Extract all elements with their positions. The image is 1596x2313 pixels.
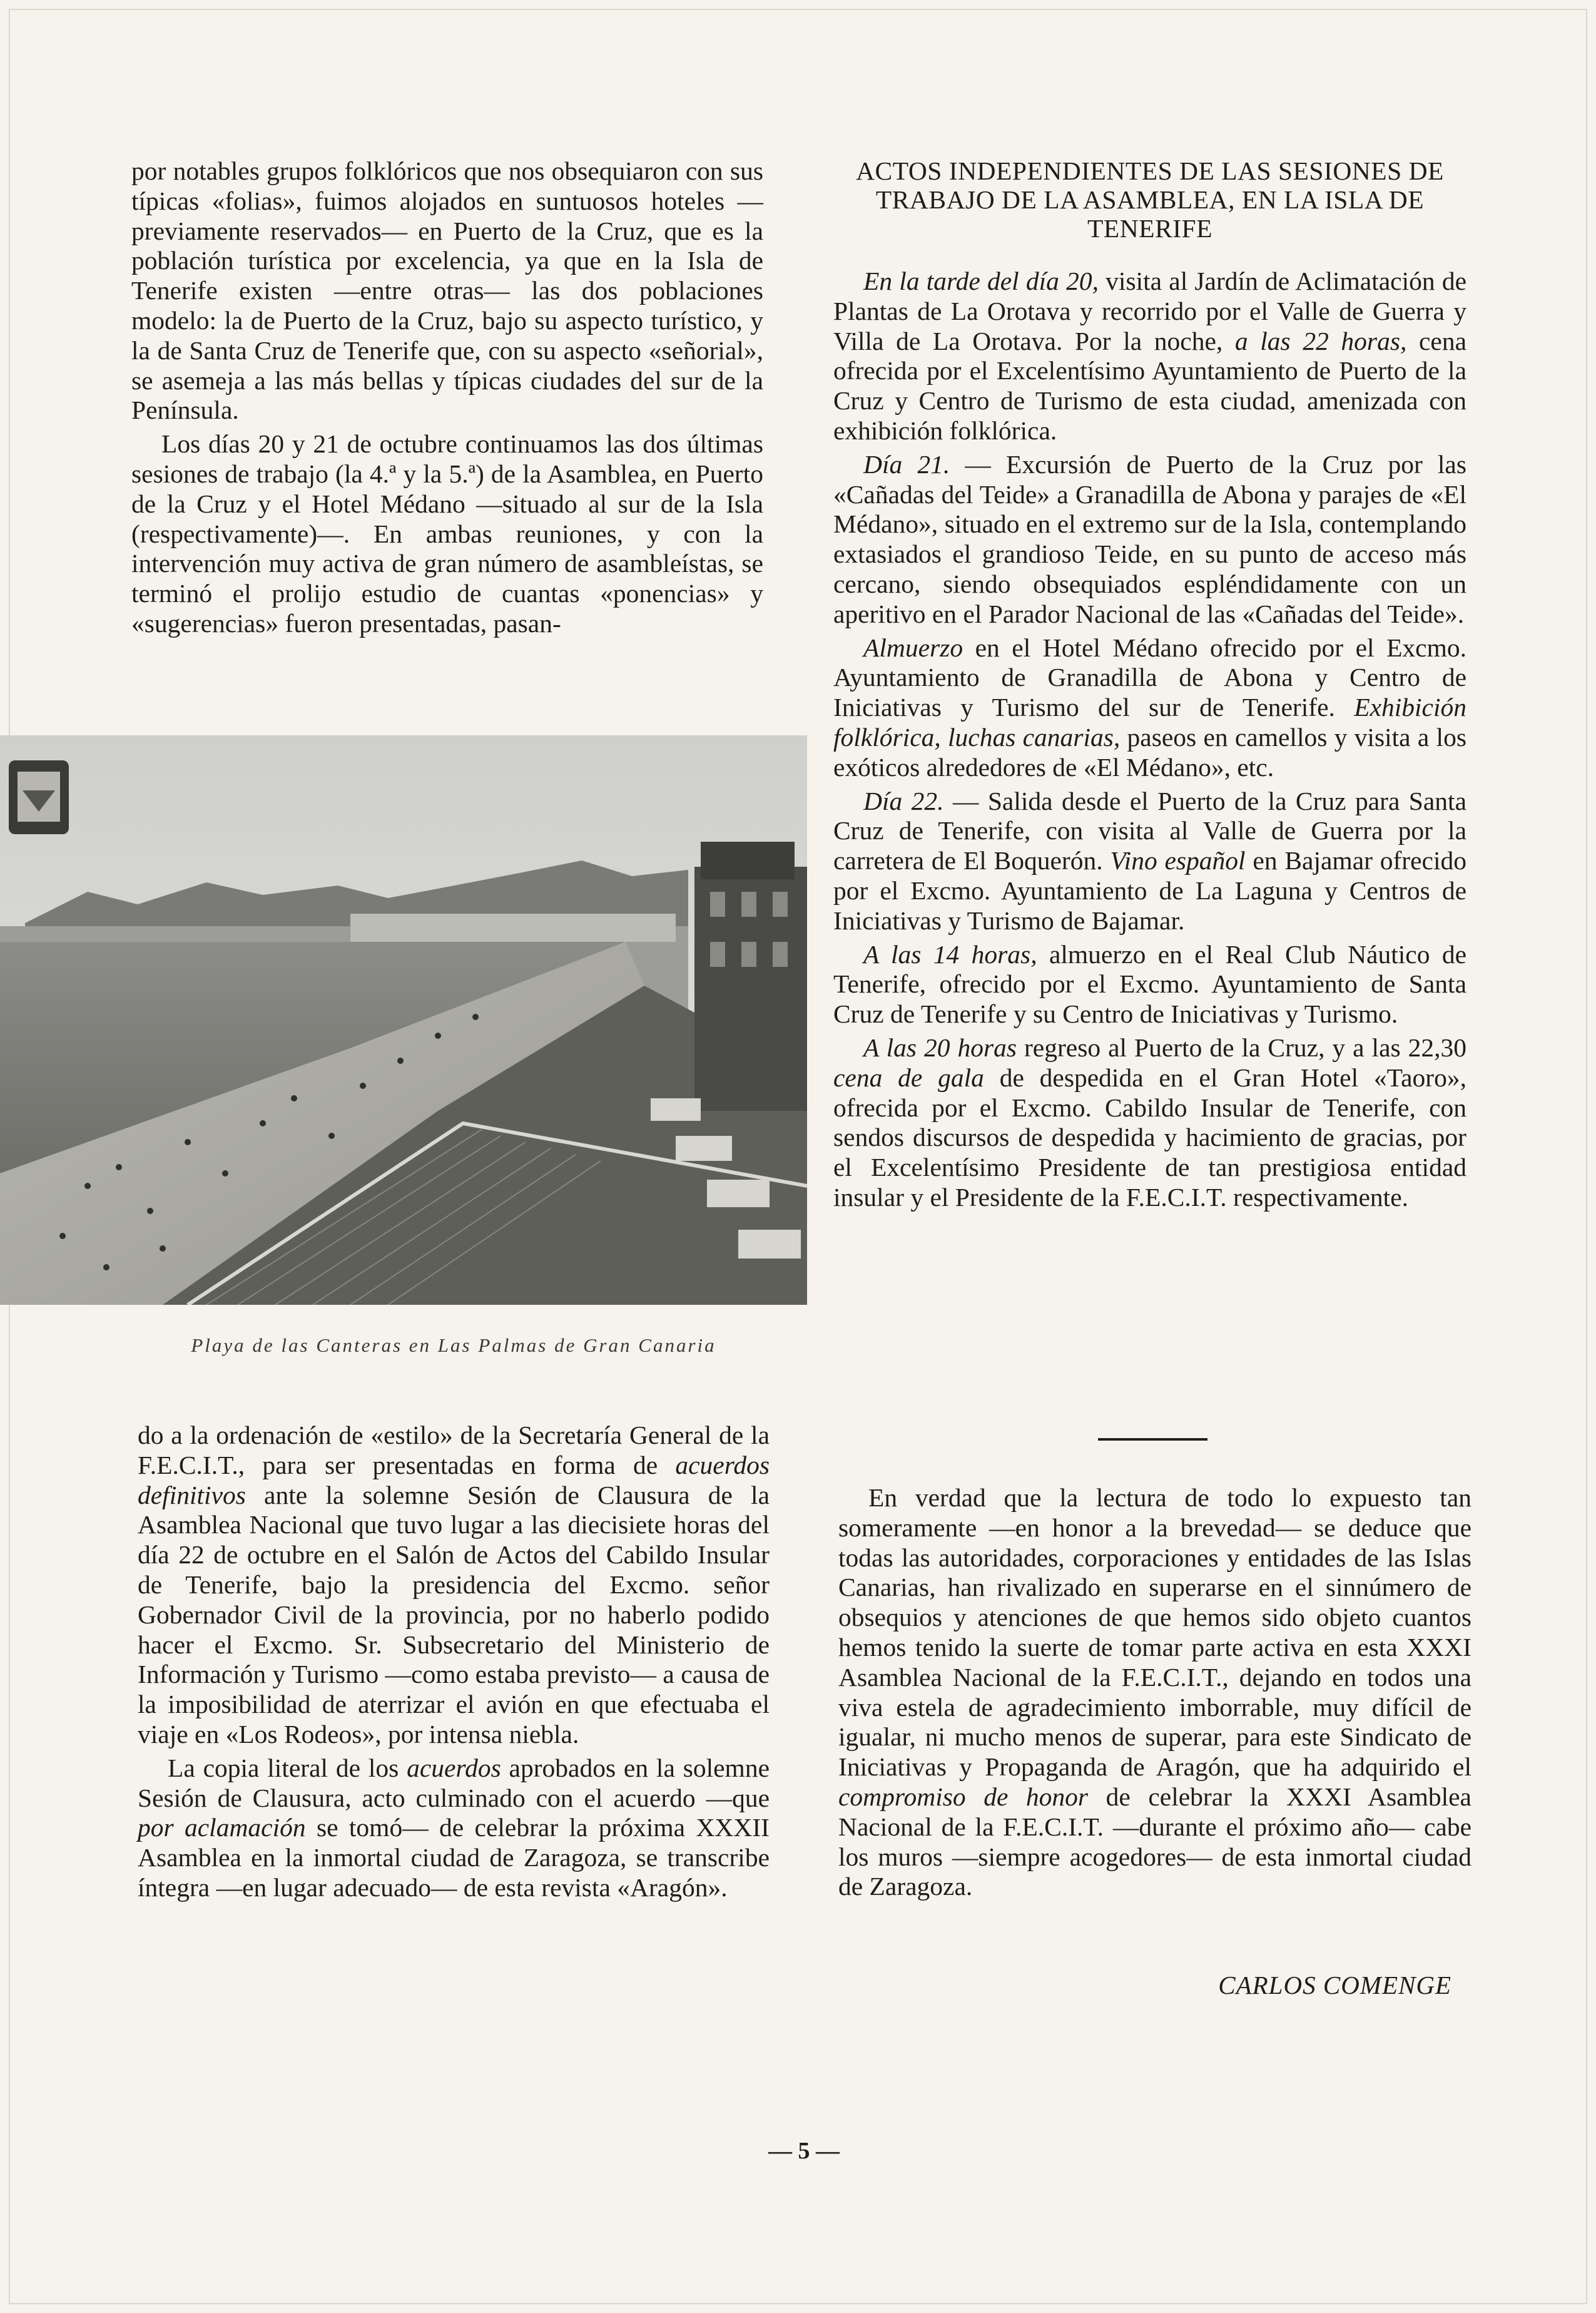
paragraph: En verdad que la lectura de todo lo expuesto tan someramente —en honor a la brevedad— se deduce que todas las autoridades, corporaciones y entidades de las Islas Canarias, han rivalizado en superarse en el sinnúmero de obsequios y atenciones de que hemos sido objeto cuantos hemos tenido la suerte de tomar parte activa en esta XXXI Asamblea Nacional de la F.E.C.I.T., dejando en todos una viva estela de agradecimiento imborrable, muy difícil de igualar, ni mucho menos de superar, para este Sindicato de Iniciativas y Propaganda de Aragón, que ha adquirido el compromiso de honor de celebrar la XXXI Asamblea Nacional de la F.E.C.I.T. —durante el próximo año— cabe los muros —siempre acogedores— de esta inmortal ciudad de Zaragoza.	[838, 1483, 1471, 1901]
author-signature: CARLOS COMENGE	[1218, 1971, 1451, 1999]
paragraph: A las 20 horas regreso al Puerto de la Cruz, y a las 22,30 cena de gala de despedida en el Gran Hotel «Taoro», ofrecida por el Excmo. Cabildo Insular de Tenerife, con sendos discursos de despedida y hacimiento de gracias, por el Excelentísimo Presidente de tan prestigiosa entidad insular y el Presidente de la F.E.C.I.T. respectivamente.	[833, 1033, 1466, 1212]
paragraph: Almuerzo en el Hotel Médano ofrecido por el Excmo. Ayuntamiento de Granadilla de Abona y Centro de Iniciativas y Turismo del sur de Tenerife. Exhibición folklórica, luchas canarias, paseos en camellos y visita a los exóticos alrededores de «El Médano», etc.	[833, 633, 1466, 782]
left-column-top	[131, 156, 763, 639]
paragraph: A las 14 horas, almuerzo en el Real Club Náutico de Tenerife, ofrecido por el Excmo. Ayuntamiento de Santa Cruz de Tenerife y su Centro de Iniciativas y Turismo.	[833, 939, 1466, 1029]
paragraph: do a la ordenación de «estilo» de la Secretaría General de la F.E.C.I.T., para ser presentadas en forma de acuerdos definitivos ante la solemne Sesión de Clausura de la Asamblea Nacional que tuvo lugar a las diecisiete horas del día 22 de octubre en el Salón de Actos del Cabildo Insular de Tenerife, bajo la presidencia del Excmo. señor Gobernador Civil de la provincia, por no haberlo podido hacer el Excmo. Sr. Subsecretario del Ministerio de Información y Turismo —como estaba previsto— a causa de la imposibilidad de aterrizar el avión en que efectuaba el viaje en «Los Rodeos», por intensa niebla.	[138, 1421, 770, 1749]
paragraph: En la tarde del día 20, visita al Jardín de Aclimatación de Plantas de La Orotava y recorrido por el Valle de Guerra y Villa de La Orotava. Por la noche, a las 22 horas, cena ofrecida por el Excelentísimo Ayuntamiento de Puerto de la Cruz y Centro de Turismo de esta ciudad, amenizada con exhibición folklórica.	[833, 267, 1467, 445]
paragraph: Día 22. — Salida desde el Puerto de la Cruz para Santa Cruz de Tenerife, con visita al Valle de Guerra por la carretera de El Boquerón. Vino español en Bajamar ofrecido por el Excmo. Ayuntamiento de La Laguna y Centros de Iniciativas y Turismo de Bajamar.	[833, 786, 1466, 935]
paragraph: Día 21. — Excursión de Puerto de la Cruz por las «Cañadas del Teide» a Granadilla de Abona y parajes de «El Médano», situado en el extremo sur de la Isla, contemplando extasiados el grandioso Teide, en su punto de acceso más cercano, siendo obsequiados espléndidamente con un aperitivo en el Parador Nacional de las «Cañadas del Teide».	[833, 449, 1467, 628]
beach-photo	[0, 735, 807, 1305]
section-heading: ACTOS INDEPENDIENTES DE LAS SESIONES DE TRABAJO DE LA ASAMBLEA, EN LA ISLA DE TENERIFE	[856, 156, 1444, 243]
paragraph: Los días 20 y 21 de octubre continuamos las dos últimas sesiones de trabajo (la 4.ª y la 5.ª) de la Asamblea, en Puerto de la Cruz y el Hotel Médano —situado al sur de la Isla (respectivamente)—. En ambas reuniones, y con la intervención muy activa de gran número de asambleístas, se terminó el prolijo estudio de cuantas «ponencias» y «sugerencias» fueron presentadas, pasan-	[131, 429, 763, 638]
paragraph: por notables grupos folklóricos que nos obsequiaron con sus típicas «folias», fuimos alojados en suntuosos hoteles —previamente reservados— en Puerto de la Cruz, que es la población turística por excelencia, ya que en la Isla de Tenerife existen —entre otras— las dos poblaciones modelo: la de Puerto de la Cruz, bajo su aspecto turístico, y la de Santa Cruz de Tenerife que, con su aspecto «señorial», se asemeja a las más bellas y típicas ciudades del sur de la Península.	[131, 156, 763, 425]
section-divider	[1098, 1438, 1207, 1441]
right-column	[833, 156, 1466, 1213]
closing-section	[838, 1483, 1471, 1902]
photo-caption: Playa de las Canteras en Las Palmas de Gran Canaria	[191, 1334, 716, 1356]
page-number: — 5 —	[768, 2138, 840, 2164]
left-column-bottom	[138, 1421, 770, 1903]
paragraph: La copia literal de los acuerdos aprobados en la solemne Sesión de Clausura, acto culminado con el acuerdo —que por aclamación se tomó— de celebrar la próxima XXXII Asamblea en la inmortal ciudad de Zaragoza, se transcribe íntegra —en lugar adecuado— de esta revista «Aragón».	[138, 1753, 770, 1902]
